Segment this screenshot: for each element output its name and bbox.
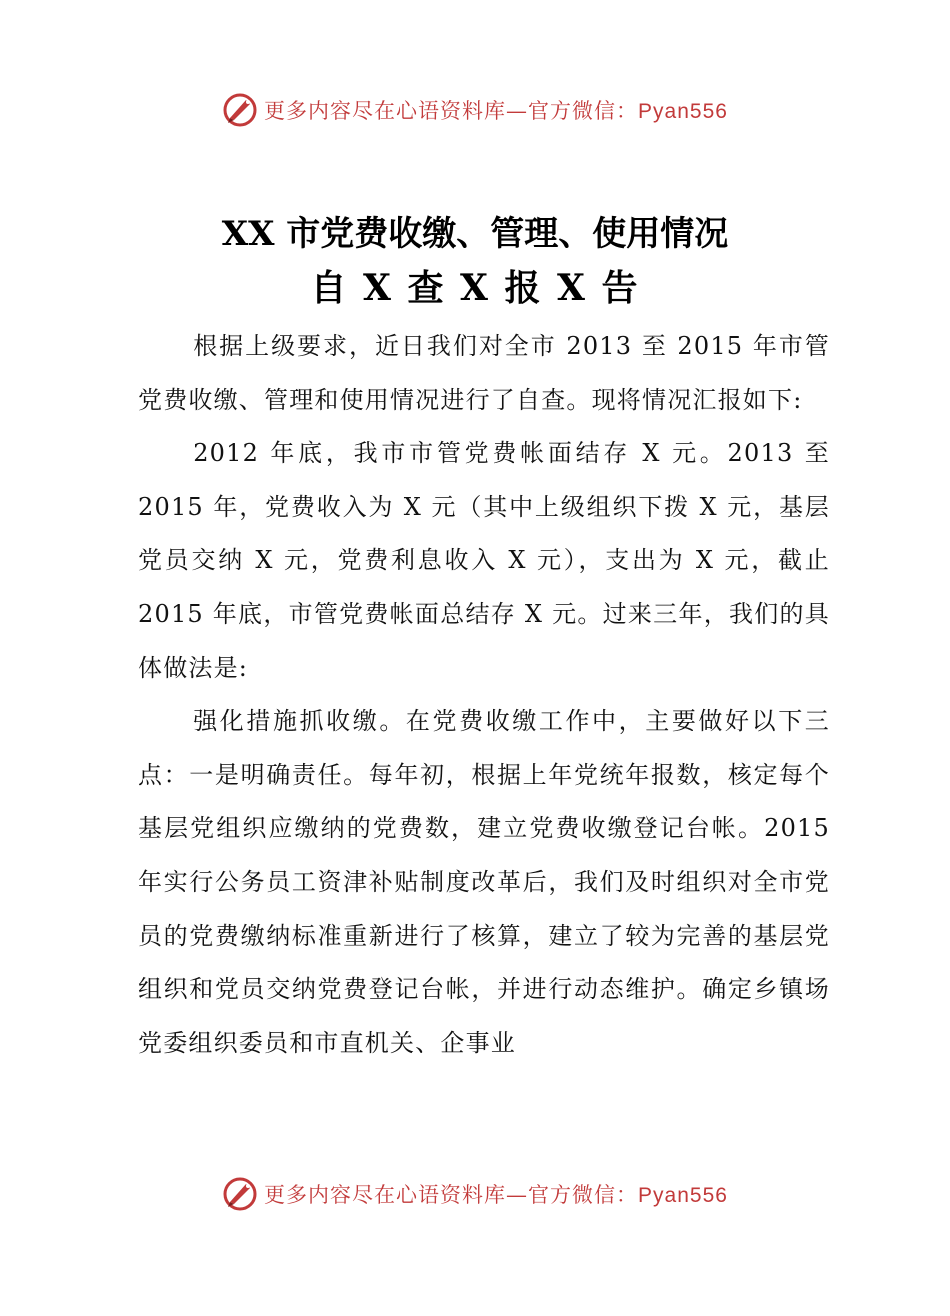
footer-banner bbox=[0, 1172, 950, 1216]
banner-text bbox=[264, 95, 728, 125]
banner-caption: 更多内容尽在心语资料库—官方微信： bbox=[264, 1183, 639, 1207]
banner-caption: 更多内容尽在心语资料库—官方微信： bbox=[264, 99, 639, 123]
pen-logo-icon bbox=[222, 1176, 258, 1212]
document-title: XX 市党费收缴、管理、使用情况 bbox=[221, 214, 729, 254]
paragraph-intro: 根据上级要求，近日我们对全市 2013 至 2015 年市管党费收缴、管理和使用情况进行了自查。现将情况汇报如下: bbox=[138, 332, 830, 414]
paragraph-finances: 2012 年底，我市市管党费帐面结存 X 元。2013 至 2015 年，党费收入为 X 元（其中上级组织下拨 X 元，基层党员交纳 X 元，党费利息收入 X 元），支出为 X 元，截止 2015 年底，市管党费帐面总结存 X 元。过来三年，我们的具体做法是: bbox=[138, 439, 830, 682]
banner-text bbox=[264, 1179, 728, 1209]
header-banner bbox=[0, 88, 950, 132]
wechat-handle: Pyan556 bbox=[638, 100, 728, 123]
paragraph-collection: 强化措施抓收缴。在党费收缴工作中，主要做好以下三点：一是明确责任。每年初，根据上年党统年报数，核定每个基层党组织应缴纳的党费数，建立党费收缴登记台帐。2015 年实行公务员工资津补贴制度改革后，我们及时组织对全市党员的党费缴纳标准重新进行了核算，建立了较为完善的基层党组织和党员交纳党费登记台帐，并进行动态维护。确定乡镇场党委组织委员和市直机关、企事业 bbox=[138, 707, 830, 1057]
pen-logo-icon bbox=[222, 92, 258, 128]
wechat-handle: Pyan556 bbox=[638, 1184, 728, 1207]
document-body bbox=[138, 320, 830, 1070]
document-subtitle: 自 X 查 X 报 X 告 bbox=[310, 267, 640, 309]
